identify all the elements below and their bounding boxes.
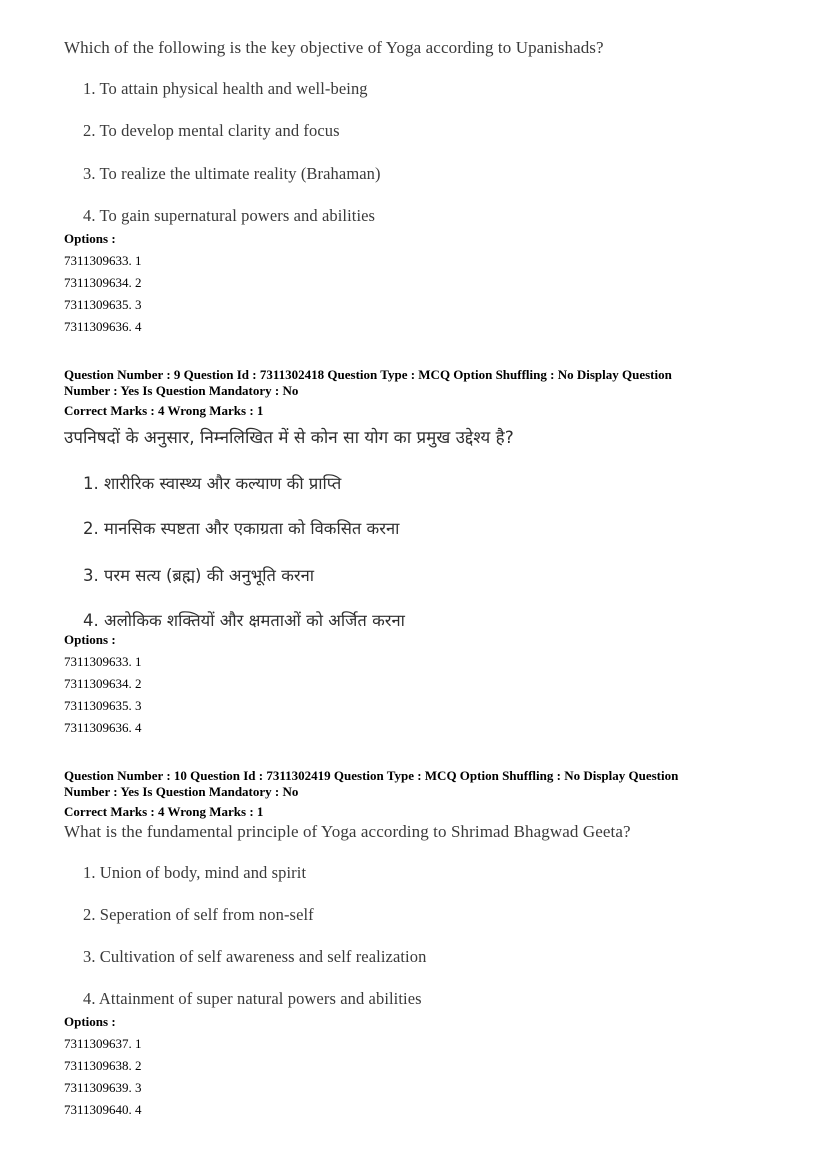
question-8-choice-4: 4. To gain supernatural powers and abilities <box>83 206 376 225</box>
question-9-marks: Correct Marks : 4 Wrong Marks : 1 <box>64 403 264 418</box>
question-10-option-4: 7311309640. 4 <box>64 1102 142 1117</box>
question-10-choice-3: 3. Cultivation of self awareness and self realization <box>83 947 427 966</box>
question-10-options-label: Options : <box>64 1014 116 1029</box>
question-9-choice-2: 2. मानसिक स्पष्टता और एकाग्रता को विकसित करना <box>83 519 400 538</box>
question-8-choice-3: 3. To realize the ultimate reality (Brahaman) <box>83 164 381 183</box>
question-8-choice-1: 1. To attain physical health and well-being <box>83 79 368 98</box>
question-9-options-label: Options : <box>64 632 116 647</box>
question-8-options-label: Options : <box>64 231 116 246</box>
question-10-choice-4: 4. Attainment of super natural powers and abilities <box>83 989 422 1008</box>
question-8-option-1: 7311309633. 1 <box>64 253 142 268</box>
question-10-meta-line-1: Question Number : 10 Question Id : 7311302419 Question Type : MCQ Option Shuffling : No Display Question <box>64 768 679 783</box>
question-10-option-2: 7311309638. 2 <box>64 1058 142 1073</box>
question-8-choice-2: 2. To develop mental clarity and focus <box>83 121 340 140</box>
question-10-text: What is the fundamental principle of Yoga according to Shrimad Bhagwad Geeta? <box>64 822 631 841</box>
question-9-meta-line-2: Number : Yes Is Question Mandatory : No <box>64 383 299 398</box>
question-9-text: उपनिषदों के अनुसार, निम्नलिखित में से कोन सा योग का प्रमुख उद्देश्य है? <box>64 428 514 448</box>
question-8-option-4: 7311309636. 4 <box>64 319 142 334</box>
question-9-choice-4: 4. अलोकिक शक्तियों और क्षमताओं को अर्जित करना <box>83 611 405 630</box>
question-10-marks: Correct Marks : 4 Wrong Marks : 1 <box>64 804 264 819</box>
question-9-option-4: 7311309636. 4 <box>64 720 142 735</box>
question-8-option-2: 7311309634. 2 <box>64 275 142 290</box>
question-8-text: Which of the following is the key objective of Yoga according to Upanishads? <box>64 38 604 57</box>
question-10-choice-2: 2. Seperation of self from non-self <box>83 905 314 924</box>
question-9-choice-3: 3. परम सत्य (ब्रह्म) की अनुभूति करना <box>83 566 315 585</box>
question-9-meta-line-1: Question Number : 9 Question Id : 7311302418 Question Type : MCQ Option Shuffling : No Display Question <box>64 367 672 382</box>
question-9-option-3: 7311309635. 3 <box>64 698 142 713</box>
question-10-option-1: 7311309637. 1 <box>64 1036 142 1051</box>
question-9-choice-1: 1. शारीरिक स्वास्थ्य और कल्याण की प्राप्ति <box>83 474 342 493</box>
question-10-choice-1: 1. Union of body, mind and spirit <box>83 863 307 882</box>
question-10-option-3: 7311309639. 3 <box>64 1080 142 1095</box>
question-8-option-3: 7311309635. 3 <box>64 297 142 312</box>
question-9-option-2: 7311309634. 2 <box>64 676 142 691</box>
question-9-option-1: 7311309633. 1 <box>64 654 142 669</box>
question-10-meta-line-2: Number : Yes Is Question Mandatory : No <box>64 784 299 799</box>
